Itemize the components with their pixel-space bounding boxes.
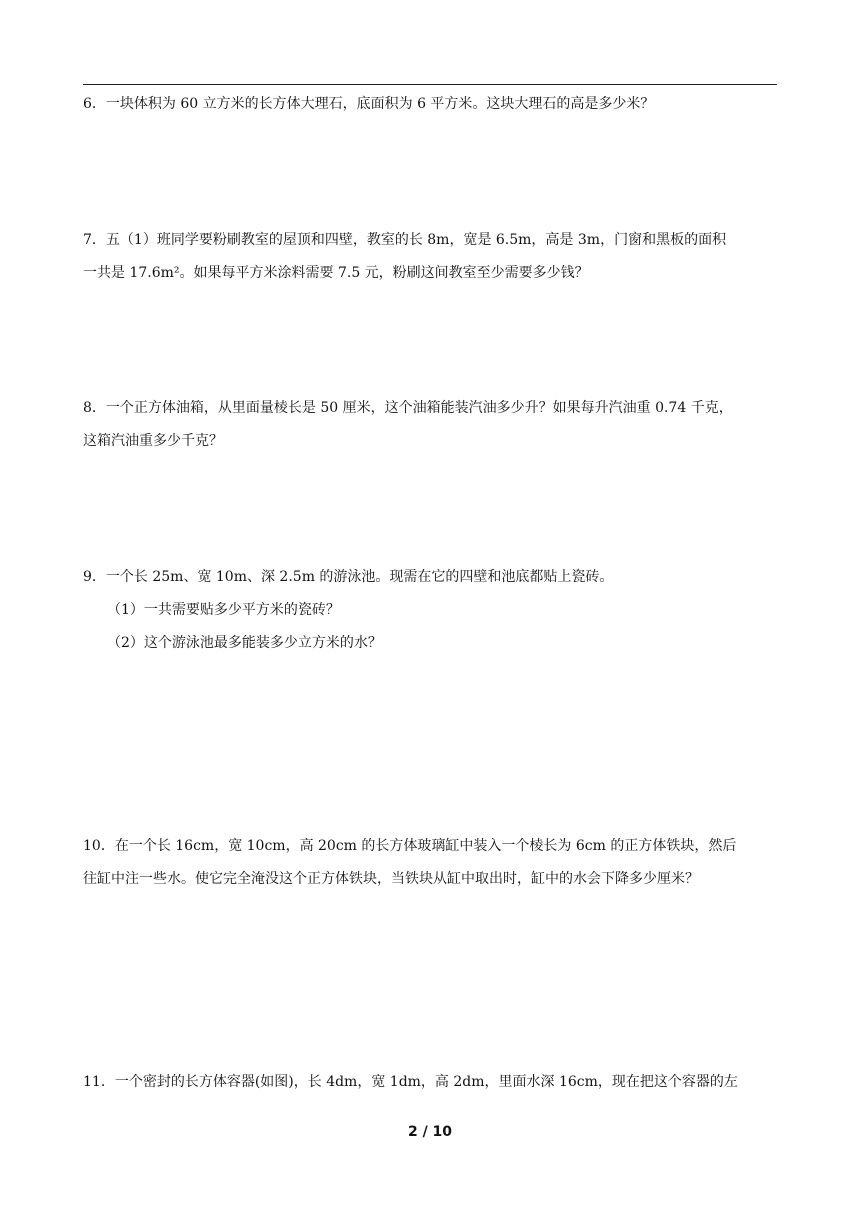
question-8 [83, 392, 783, 458]
question-line: 9．一个长 25m、宽 10m、深 2.5m 的游泳池。现需在它的四壁和池底都贴上瓷砖。 [83, 569, 614, 585]
question-line: 11．一个密封的长方体容器(如图)，长 4dm，宽 1dm，高 2dm，里面水深 16cm，现在把这个容器的左 [83, 1074, 738, 1090]
question-line: 6．一块体积为 60 立方米的长方体大理石，底面积为 6 平方米。这块大理石的高是多少米？ [83, 96, 655, 112]
question-11 [83, 1066, 783, 1099]
page-number: 2 / 10 [407, 1124, 453, 1140]
question-line: 8．一个正方体油箱，从里面量棱长是 50 厘米，这个油箱能装汽油多少升？如果每升汽油重 0.74 千克， [83, 400, 733, 416]
question-6 [83, 88, 783, 121]
question-line: 7．五（1）班同学要粉刷教室的屋顶和四壁，教室的长 8m，宽是 6.5m，高是 3m，门窗和黑板的面积 [83, 232, 727, 248]
question-9 [83, 561, 783, 660]
question-line: 往缸中注一些水。使它完全淹没这个正方体铁块，当铁块从缸中取出时，缸中的水会下降多少厘米？ [83, 871, 699, 887]
question-10 [83, 830, 783, 896]
question-line: 这箱汽油重多少千克？ [83, 433, 223, 449]
sub-question-2: （2）这个游泳池最多能装多少立方米的水？ [107, 635, 382, 651]
sub-question-1: （1）一共需要贴多少平方米的瓷砖？ [107, 602, 340, 618]
question-7 [83, 224, 783, 290]
question-line: 10．在一个长 16cm，宽 10cm，高 20cm 的长方体玻璃缸中装入一个棱长为 6cm 的正方体铁块，然后 [83, 838, 737, 854]
question-line: 一共是 17.6m²。如果每平方米涂料需要 7.5 元，粉刷这间教室至少需要多少钱？ [83, 265, 589, 281]
header-rule [83, 84, 777, 85]
